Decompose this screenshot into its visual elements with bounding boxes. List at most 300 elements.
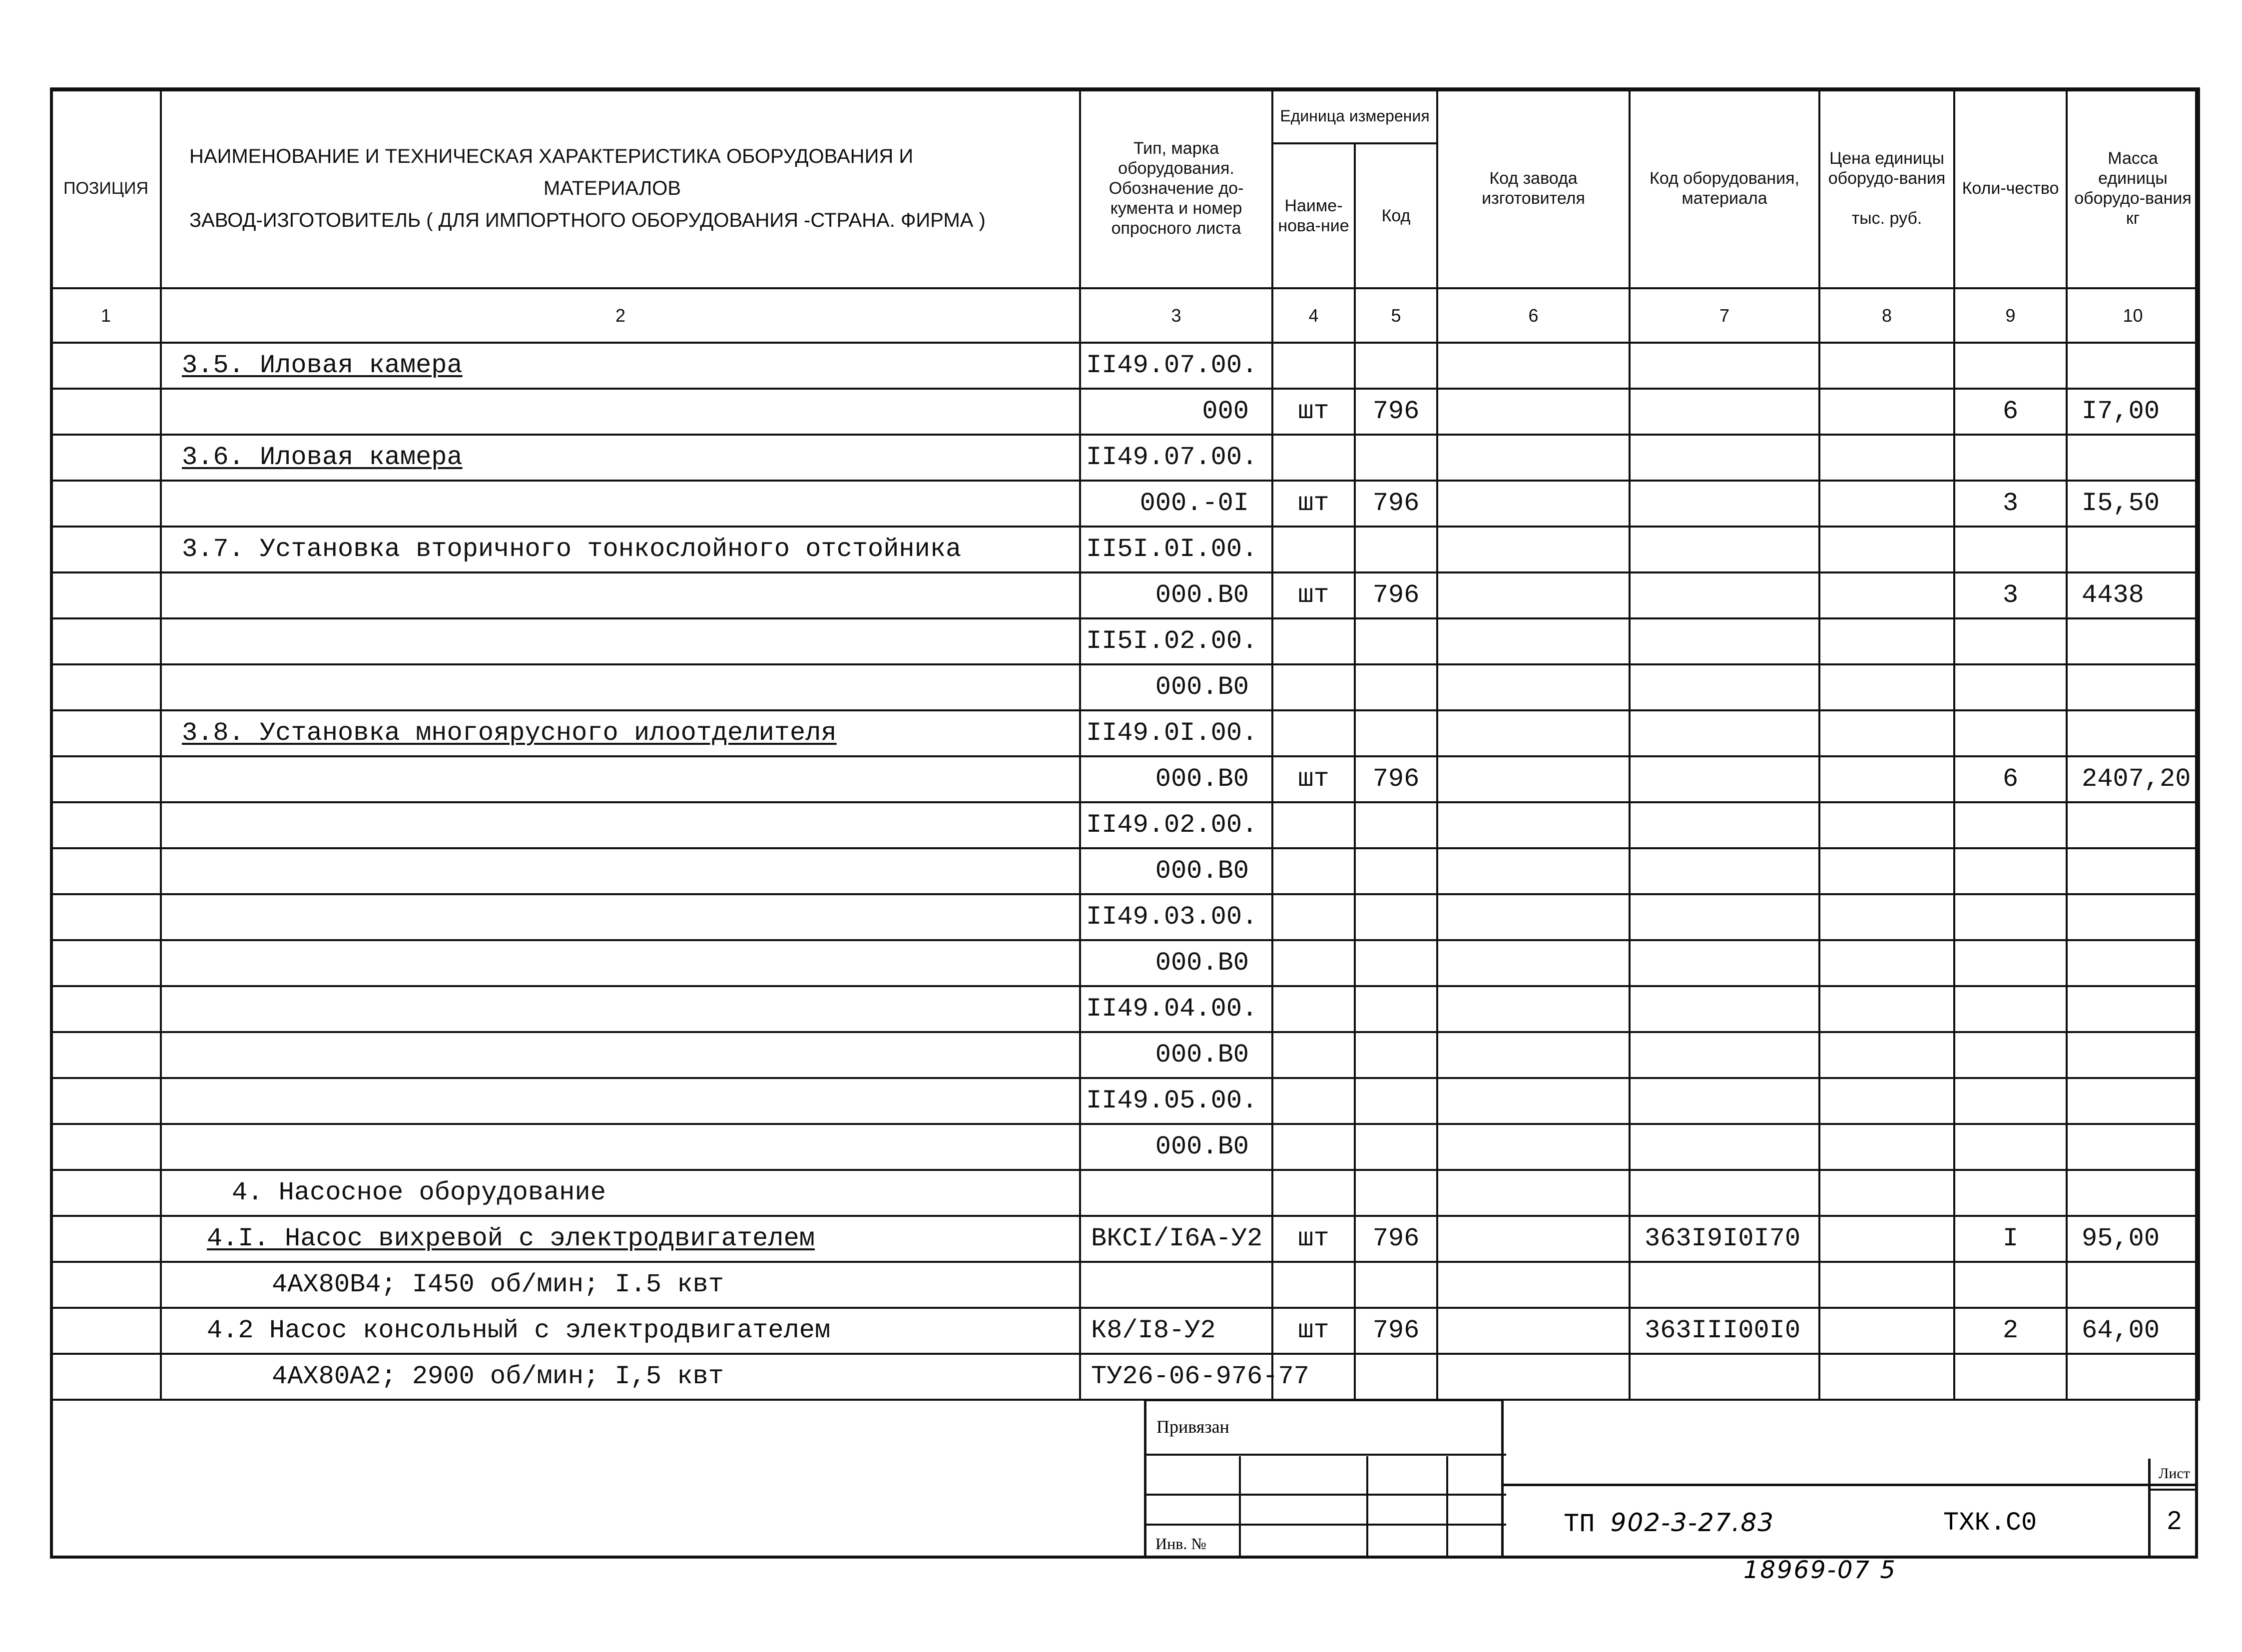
factory-code-cell [1437,1124,1630,1170]
unit-name-cell [1272,756,1355,802]
name-cell-text: 4АХ80В4; I450 об/мин; I.5 квт [272,1270,724,1299]
stamp-divider [1446,1456,1448,1556]
price-cell [1819,710,1954,756]
price-cell [1819,1216,1954,1262]
equipment-code-cell [1630,1032,1819,1078]
equipment-code-cell [1630,802,1819,848]
price-cell [1819,1124,1954,1170]
name-cell [161,802,1080,848]
mass-cell [2067,1124,2199,1170]
price-cell [1819,1262,1954,1308]
price-cell [1819,389,1954,435]
colnum-1: 1 [51,288,161,343]
equipment-code-cell [1630,435,1819,481]
unit-name-cell [1272,343,1355,389]
unit-code-cell [1355,1124,1437,1170]
unit-name-cell [1272,1216,1355,1262]
unit-code-cell-text: 796 [1372,1316,1420,1345]
unit-name-cell [1272,1032,1355,1078]
name-cell [161,756,1080,802]
quantity-cell-text: 2 [2002,1316,2019,1345]
factory-code-cell [1437,527,1630,572]
table-row [51,664,2199,710]
name-cell-text: 3.5. Иловая камера [182,351,463,380]
name-cell [161,389,1080,435]
equipment-code-cell [1630,1308,1819,1354]
price-cell [1819,802,1954,848]
equipment-code-cell [1630,618,1819,664]
doc-cell-text: 000.В0 [1155,580,1249,610]
quantity-cell [1954,756,2067,802]
header-unit-price-label: Цена единицы оборудо-вания [1828,149,1946,188]
doc-cell-text: II49.02.00. [1086,810,1258,840]
colnum-7: 7 [1630,288,1819,343]
doc-cell [1080,756,1272,802]
factory-code-cell [1437,435,1630,481]
price-cell [1819,618,1954,664]
document-mark: ТХК.С0 [1943,1508,2037,1538]
name-cell [161,940,1080,986]
quantity-cell [1954,986,2067,1032]
stamp-divider [1366,1456,1368,1556]
position-cell [51,1078,161,1124]
unit-name-cell [1272,848,1355,894]
factory-code-cell [1437,848,1630,894]
unit-name-cell-text: шт [1298,1316,1329,1345]
document-prefix: ТП [1564,1510,1595,1539]
table-row [51,710,2199,756]
table-row [51,940,2199,986]
mass-cell [2067,664,2199,710]
mass-cell [2067,618,2199,664]
equipment-code-cell [1630,1170,1819,1216]
position-cell [51,1032,161,1078]
mass-cell [2067,572,2199,618]
equipment-code-cell [1630,756,1819,802]
unit-code-cell [1355,572,1437,618]
doc-cell-text: II5I.02.00. [1086,626,1258,656]
colnum-6: 6 [1437,288,1630,343]
doc-cell-text: II49.03.00. [1086,902,1258,932]
unit-code-cell-text: 796 [1372,489,1420,518]
equipment-code-cell-text: 363I9I0I70 [1645,1224,1801,1253]
position-cell [51,1262,161,1308]
header-type-mark: Тип, марка оборудования. Обозначение до-кумента и номер опросного листа [1080,88,1272,288]
unit-name-cell [1272,940,1355,986]
mass-cell [2067,1078,2199,1124]
equipment-code-cell [1630,389,1819,435]
unit-code-cell [1355,1308,1437,1354]
table-row [51,756,2199,802]
doc-cell-text: II49.0I.00. [1086,718,1258,748]
quantity-cell [1954,1170,2067,1216]
factory-code-cell [1437,1078,1630,1124]
equipment-spec-table [50,87,2200,1401]
equipment-code-cell [1630,986,1819,1032]
doc-cell-text: ТУ26-06-976-77 [1091,1362,1309,1391]
equipment-code-cell [1630,527,1819,572]
position-cell [51,802,161,848]
position-cell [51,894,161,940]
position-cell [51,664,161,710]
unit-code-cell [1355,710,1437,756]
unit-code-cell [1355,389,1437,435]
mass-cell-text: I5,50 [2082,489,2160,518]
mass-cell-text: 2407,20 [2082,764,2191,794]
unit-name-cell [1272,1078,1355,1124]
unit-code-cell [1355,986,1437,1032]
header-mass-units: кг [2126,209,2140,228]
doc-cell [1080,1032,1272,1078]
unit-code-cell [1355,343,1437,389]
price-cell [1819,940,1954,986]
equipment-code-cell [1630,1124,1819,1170]
header-name-line3: ЗАВОД-ИЗГОТОВИТЕЛЬ ( ДЛЯ ИМПОРТНОГО ОБОРУДОВАНИЯ -СТРАНА. ФИРМА ) [189,209,986,231]
mass-cell [2067,1170,2199,1216]
doc-cell [1080,1354,1309,1400]
table-row [51,389,2199,435]
equipment-code-cell-text: 363III00I0 [1645,1316,1801,1345]
attached-label: Привязан [1156,1417,1229,1437]
factory-code-cell [1437,1354,1630,1400]
name-cell [161,1308,1080,1354]
unit-code-cell-text: 796 [1372,1224,1420,1253]
position-cell [51,435,161,481]
mass-cell [2067,894,2199,940]
quantity-cell [1954,940,2067,986]
header-unit-price [1819,88,1954,288]
name-cell [161,1216,1080,1262]
price-cell [1819,848,1954,894]
equipment-code-cell [1630,664,1819,710]
position-cell [51,527,161,572]
factory-code-cell [1437,1216,1630,1262]
factory-code-cell [1437,940,1630,986]
quantity-cell [1954,389,2067,435]
mass-cell [2067,1308,2199,1354]
doc-cell-text: 000.-0I [1139,489,1249,518]
doc-cell-text: 000 [1202,397,1249,426]
stamp-line [1146,1454,1506,1456]
factory-code-cell [1437,389,1630,435]
header-factory-code: Код завода изготовителя [1437,88,1630,288]
quantity-cell [1954,618,2067,664]
name-cell-text: 3.7. Установка вторичного тонкослойного отстойника [182,535,962,564]
table-row [51,1262,2199,1308]
equipment-code-cell [1630,940,1819,986]
header-quantity: Коли-чество [1954,88,2067,288]
position-cell [51,1308,161,1354]
doc-cell [1080,572,1272,618]
mass-cell [2067,1354,2199,1400]
quantity-cell [1954,802,2067,848]
header-name-line1: НАИМЕНОВАНИЕ И ТЕХНИЧЕСКАЯ ХАРАКТЕРИСТИКА ОБОРУДОВАНИЯ И [189,145,914,167]
table-row [51,572,2199,618]
unit-code-cell [1355,618,1437,664]
factory-code-cell [1437,1308,1630,1354]
unit-code-cell [1355,802,1437,848]
doc-cell-text: 000.В0 [1155,1132,1249,1161]
unit-code-cell [1355,1032,1437,1078]
doc-cell [1080,1308,1272,1354]
table-row [51,618,2199,664]
price-cell [1819,756,1954,802]
equipment-code-cell [1630,848,1819,894]
table-row [51,986,2199,1032]
mass-cell-text: 64,00 [2082,1316,2160,1345]
name-cell [161,1032,1080,1078]
doc-cell [1080,435,1272,481]
document-number: 902-3-27.83 [1610,1508,1775,1537]
name-cell-text: 4АХ80А2; 2900 об/мин; I,5 квт [272,1362,724,1391]
colnum-3: 3 [1080,288,1272,343]
factory-code-cell [1437,664,1630,710]
doc-cell-text: К8/I8-У2 [1091,1316,1216,1345]
quantity-cell-text: 3 [2002,489,2019,518]
name-cell [161,618,1080,664]
unit-code-cell [1355,664,1437,710]
table-header [51,88,2199,288]
name-cell [161,527,1080,572]
mass-cell [2067,1032,2199,1078]
colnum-9: 9 [1954,288,2067,343]
table-row [51,1170,2199,1216]
equipment-code-cell [1630,481,1819,527]
unit-name-cell-text: шт [1298,1224,1329,1253]
name-cell-text: 4.I. Насос вихревой с электродвигателем [207,1224,815,1253]
unit-name-cell [1272,894,1355,940]
position-cell [51,1124,161,1170]
equipment-code-cell [1630,343,1819,389]
price-cell [1819,986,1954,1032]
doc-cell [1080,802,1272,848]
doc-cell [1080,894,1272,940]
name-cell [161,1170,1080,1216]
unit-code-cell [1355,756,1437,802]
name-cell [161,1078,1080,1124]
table-row [51,894,2199,940]
quantity-cell [1954,481,2067,527]
mass-cell [2067,435,2199,481]
equipment-code-cell [1630,1216,1819,1262]
mass-cell-text: I7,00 [2082,397,2160,426]
table-row [51,527,2199,572]
unit-name-cell [1272,527,1355,572]
price-cell [1819,1308,1954,1354]
unit-code-cell [1355,940,1437,986]
position-cell [51,1354,161,1400]
unit-code-cell [1355,1078,1437,1124]
unit-name-cell-text: шт [1298,489,1329,518]
colnum-8: 8 [1819,288,1954,343]
doc-cell [1080,1078,1272,1124]
factory-code-cell [1437,986,1630,1032]
stamp-line [1146,1494,1506,1496]
position-cell [51,986,161,1032]
mass-cell-text: 4438 [2082,580,2144,610]
header-equipment-code: Код оборудования, материала [1630,88,1819,288]
name-cell [161,435,1080,481]
doc-cell-text: II49.04.00. [1086,994,1258,1024]
doc-cell [1080,940,1272,986]
title-block [1144,1399,2198,1559]
unit-code-cell [1355,1354,1437,1400]
quantity-cell [1954,572,2067,618]
stamp-line [1146,1524,1506,1526]
doc-cell [1080,389,1272,435]
position-cell [51,618,161,664]
quantity-cell [1954,1078,2067,1124]
quantity-cell-text: 6 [2002,397,2019,426]
price-cell [1819,664,1954,710]
attachment-stamp [1144,1399,1504,1559]
table-row [51,343,2199,389]
header-name-line2: МАТЕРИАЛОВ [543,177,681,199]
header-unit-group: Единица измерения [1272,88,1437,143]
factory-code-cell [1437,618,1630,664]
name-cell-text: 4. Насосное оборудование [232,1178,606,1207]
equipment-code-cell [1630,1262,1819,1308]
unit-name-cell [1272,1124,1355,1170]
mass-cell [2067,940,2199,986]
unit-name-cell [1272,481,1355,527]
table-row [51,1078,2199,1124]
stamp-divider [1239,1456,1241,1556]
name-cell [161,572,1080,618]
quantity-cell-text: 6 [2002,764,2019,794]
table-row [51,1354,2199,1400]
price-cell [1819,894,1954,940]
price-cell [1819,481,1954,527]
unit-code-cell-text: 796 [1372,764,1420,794]
position-cell [51,343,161,389]
price-cell [1819,1078,1954,1124]
factory-code-cell [1437,802,1630,848]
equipment-code-cell [1630,1078,1819,1124]
doc-cell [1080,481,1272,527]
unit-name-cell [1272,1262,1355,1308]
mass-cell-text: 95,00 [2082,1224,2160,1253]
unit-code-cell [1355,848,1437,894]
mass-cell [2067,1262,2199,1308]
position-cell [51,940,161,986]
equipment-code-cell [1630,710,1819,756]
equipment-code-cell [1630,894,1819,940]
name-cell [161,986,1080,1032]
unit-code-cell [1355,1262,1437,1308]
unit-name-cell [1272,389,1355,435]
quantity-cell [1954,1354,2067,1400]
unit-code-cell [1355,481,1437,527]
factory-code-cell [1437,481,1630,527]
unit-name-cell [1272,986,1355,1032]
quantity-cell [1954,1262,2067,1308]
table-row [51,1308,2199,1354]
doc-cell [1080,1170,1272,1216]
price-cell [1819,572,1954,618]
doc-cell [1080,527,1272,572]
unit-name-cell [1272,435,1355,481]
factory-code-cell [1437,572,1630,618]
quantity-cell-text: I [2002,1224,2019,1253]
quantity-cell [1954,848,2067,894]
table-row [51,1124,2199,1170]
unit-code-cell [1355,527,1437,572]
sheet-number-box [2148,1459,2198,1559]
quantity-cell [1954,1308,2067,1354]
quantity-cell [1954,710,2067,756]
position-cell [51,572,161,618]
colnum-5: 5 [1355,288,1437,343]
mass-cell [2067,756,2199,802]
name-cell [161,1124,1080,1170]
factory-code-cell [1437,756,1630,802]
position-cell [51,1170,161,1216]
quantity-cell [1954,527,2067,572]
unit-name-cell [1272,1170,1355,1216]
quantity-cell [1954,664,2067,710]
unit-name-cell [1272,1308,1355,1354]
header-name [161,88,1080,288]
position-cell [51,756,161,802]
name-cell [161,848,1080,894]
unit-name-cell [1272,618,1355,664]
factory-code-cell [1437,343,1630,389]
name-cell-text: 4.2 Насос консольный с электродвигателем [207,1316,831,1345]
factory-code-cell [1437,1032,1630,1078]
doc-cell [1080,848,1272,894]
table-row [51,802,2199,848]
position-cell [51,710,161,756]
quantity-cell-text: 3 [2002,580,2019,610]
price-cell [1819,1170,1954,1216]
table-row [51,1216,2199,1262]
factory-code-cell [1437,710,1630,756]
name-cell [161,1354,1080,1400]
quantity-cell [1954,435,2067,481]
equipment-code-cell [1630,1354,1819,1400]
doc-cell [1080,710,1272,756]
header-unit-name: Наиме-нова-ние [1272,143,1355,288]
header-position: ПОЗИЦИЯ [51,88,161,288]
name-cell-text: 3.6. Иловая камера [182,443,463,472]
position-cell [51,1216,161,1262]
factory-code-cell [1437,1262,1630,1308]
price-cell [1819,1032,1954,1078]
doc-cell-text: 000.В0 [1155,672,1249,702]
doc-cell [1080,618,1272,664]
colnum-4: 4 [1272,288,1355,343]
header-unit-code: Код [1355,143,1437,288]
header-unit-price-units: тыс. руб. [1851,209,1922,228]
quantity-cell [1954,1216,2067,1262]
table-row [51,1032,2199,1078]
unit-name-cell-text: шт [1298,397,1329,426]
mass-cell [2067,1216,2199,1262]
factory-code-cell [1437,894,1630,940]
colnum-2: 2 [161,288,1080,343]
mass-cell [2067,389,2199,435]
name-cell [161,664,1080,710]
name-cell [161,343,1080,389]
doc-cell-text: II5I.0I.00. [1086,535,1258,564]
price-cell [1819,435,1954,481]
quantity-cell [1954,1032,2067,1078]
table-body [51,343,2199,1400]
mass-cell [2067,986,2199,1032]
table-row [51,481,2199,527]
sheet-label: Лист [2151,1459,2198,1491]
